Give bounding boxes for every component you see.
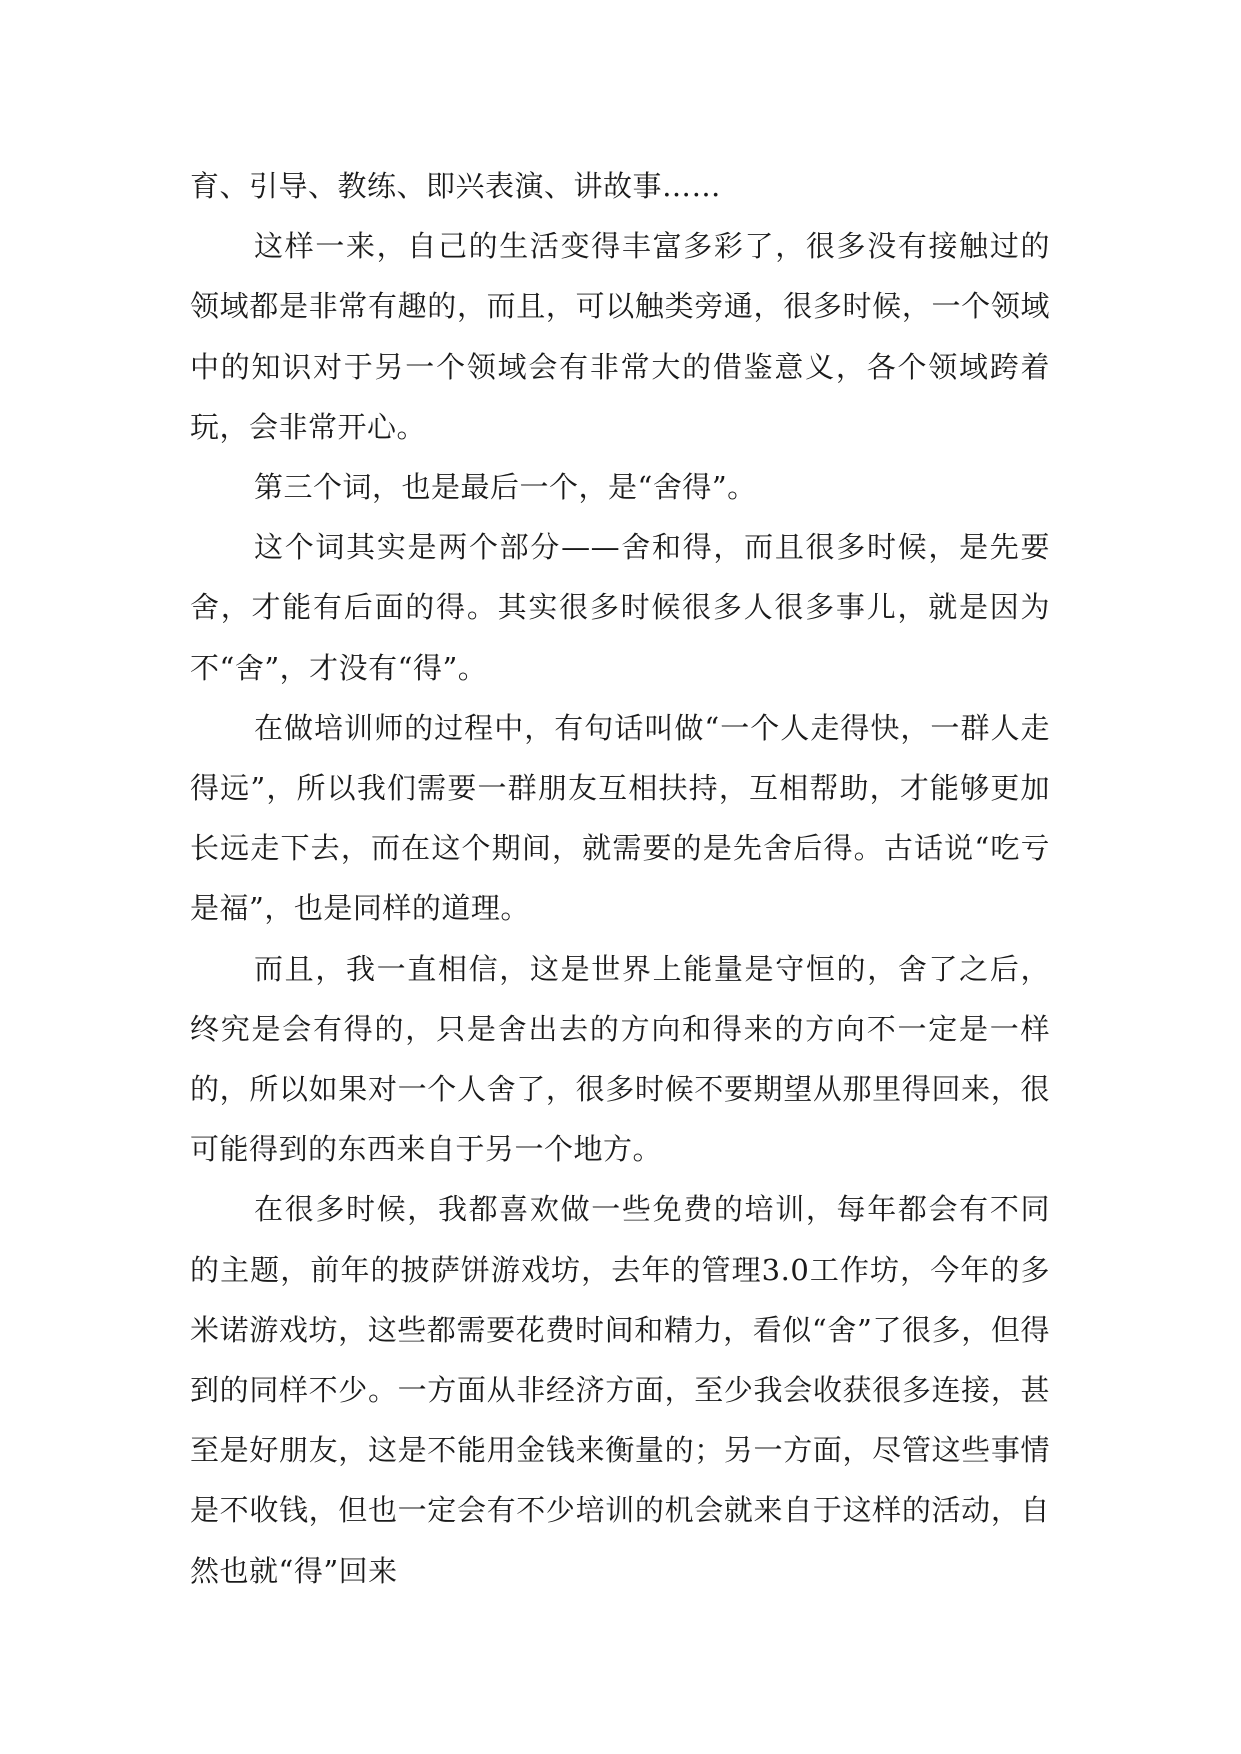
paragraph-continuation: 育、引导、教练、即兴表演、讲故事…… (190, 169, 722, 203)
paragraph-third-word: 第三个词，也是最后一个，是“舍得”。 (254, 470, 757, 505)
paragraph-broad-life: 这样一来，自己的生活变得丰富多彩了，很多没有接触过的领域都是非常有趣的，而且，可以触类旁通，很多时候，一个领域中的知识对于另一个领域会有非常大的借鉴意义，各个领域跨着玩，会非常开心。 (190, 229, 1050, 444)
paragraph-energy: 而且，我一直相信，这是世界上能量是守恒的，舍了之后，终究是会有得的，只是舍出去的方向和得来的方向不一定是一样的，所以如果对一个人舍了，很多时候不要期望从那里得回来，很可能得到的东西来自于另一个地方。 (190, 951, 1050, 1167)
paragraph-give-and-get: 这个词其实是两个部分——舍和得，而且很多时候，是先要舍，才能有后面的得。其实很多时候很多人很多事儿，就是因为不“舍”，才没有“得”。 (190, 530, 1050, 685)
paragraph-free-training: 在很多时候，我都喜欢做一些免费的培训，每年都会有不同的主题，前年的披萨饼游戏坊，去年的管理3.0工作坊，今年的多米诺游戏坊，这些都需要花费时间和精力，看似“舍”了很多，但得到的同样不少。一方面从非经济方面，至少我会收获很多连接，甚至是好朋友，这是不能用金钱来衡量的；另一方面，尽管这些事情是不收钱，但也一定会有不少培训的机会就来自于这样的活动，自然也就“得”回来 (190, 1192, 1050, 1588)
paragraph-trainer: 在做培训师的过程中，有句话叫做“一个人走得快，一群人走得远”，所以我们需要一群朋友互相扶持，互相帮助，才能够更加长远走下去，而在这个期间，就需要的是先舍后得。古话说“吃亏是福”，也是同样的道理。 (190, 710, 1050, 926)
document-body (190, 156, 1050, 1601)
